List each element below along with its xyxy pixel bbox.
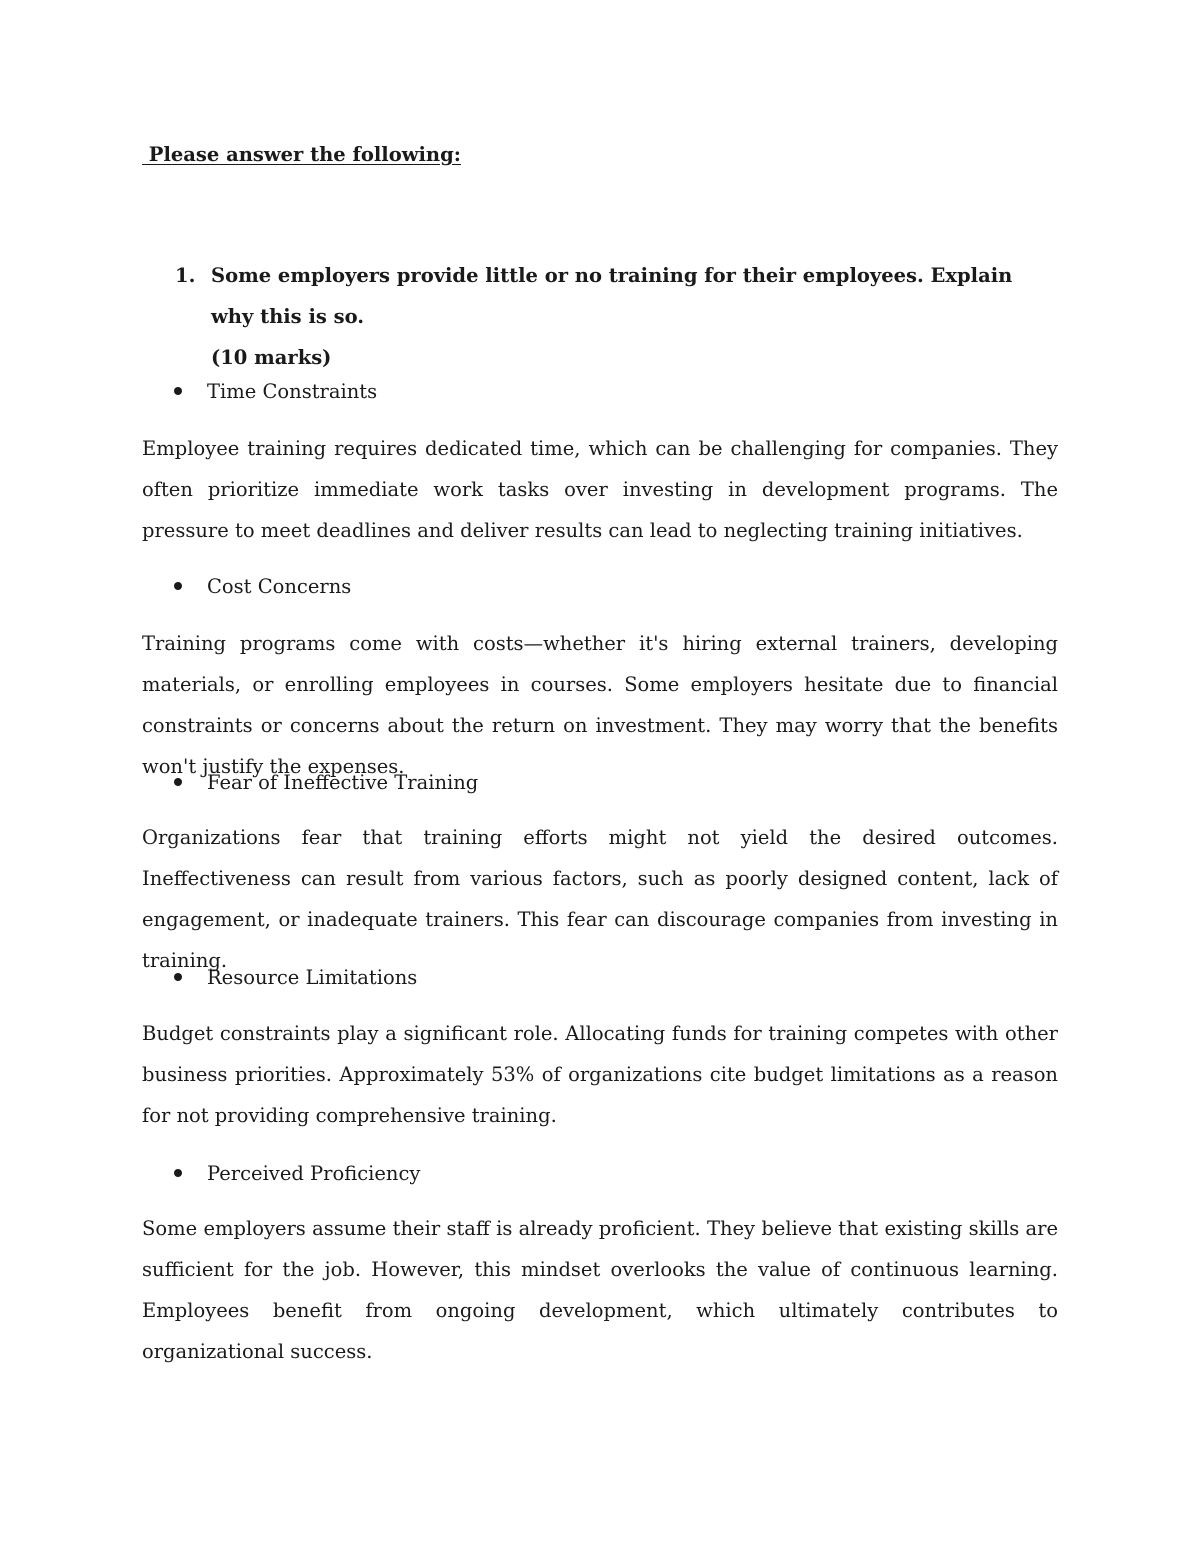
- bullet-label: Fear of Ineffective Training: [207, 771, 479, 794]
- bullet-icon: [174, 778, 182, 786]
- question-text: Some employers provide little or no training for their employees. Explain why this is so.: [211, 264, 1013, 328]
- instruction-heading: Please answer the following:: [142, 143, 461, 166]
- bullet-item-perceived-proficiency: [174, 1162, 420, 1186]
- paragraph-time-constraints: Employee training requires dedicated time, which can be challenging for companies. They often prioritize immediate work tasks over investing in development programs. The pressure to meet deadlines and deliver results can lead to neglecting training initiatives.: [142, 437, 1058, 542]
- bullet-icon: [174, 387, 182, 395]
- bullet-item-fear-of-ineffective-training: [174, 771, 478, 795]
- bullet-label: Time Constraints: [207, 380, 378, 403]
- bullet-label: Perceived Proficiency: [207, 1162, 421, 1185]
- question-marks: (10 marks): [211, 346, 332, 369]
- paragraph-resource-limitations: Budget constraints play a significant role. Allocating funds for training competes with other business priorities. Approximately 53% of organizations cite budget limitations as a reason for not providing comprehensive training.: [142, 1022, 1058, 1127]
- bullet-icon: [174, 582, 182, 590]
- bullet-item-cost-concerns: [174, 575, 351, 599]
- question-number: 1.: [175, 264, 196, 287]
- paragraph-fear-of-ineffective-training: Organizations fear that training efforts might not yield the desired outcomes. Ineffectiveness can result from various factors, such as poorly designed content, lack of engagement, or inadequate trainers. This fear can discourage companies from investing in training.: [142, 826, 1058, 972]
- bullet-label: Cost Concerns: [207, 575, 352, 598]
- paragraph-perceived-proficiency: Some employers assume their staff is already proficient. They believe that existing skills are sufficient for the job. However, this mindset overlooks the value of continuous learning. Employees benefit from ongoing development, which ultimately contributes to organizational success.: [142, 1217, 1058, 1363]
- question-1: [175, 255, 1060, 378]
- paragraph-cost-concerns: Training programs come with costs—whether it's hiring external trainers, developing materials, or enrolling employees in courses. Some employers hesitate due to financial constraints or concerns about the return on investment. They may worry that the benefits won't justify the expenses.: [142, 632, 1058, 778]
- bullet-item-time-constraints: [174, 380, 377, 404]
- bullet-label: Resource Limitations: [207, 966, 418, 989]
- bullet-icon: [174, 1169, 182, 1177]
- bullet-icon: [174, 973, 182, 981]
- bullet-item-resource-limitations: [174, 966, 417, 990]
